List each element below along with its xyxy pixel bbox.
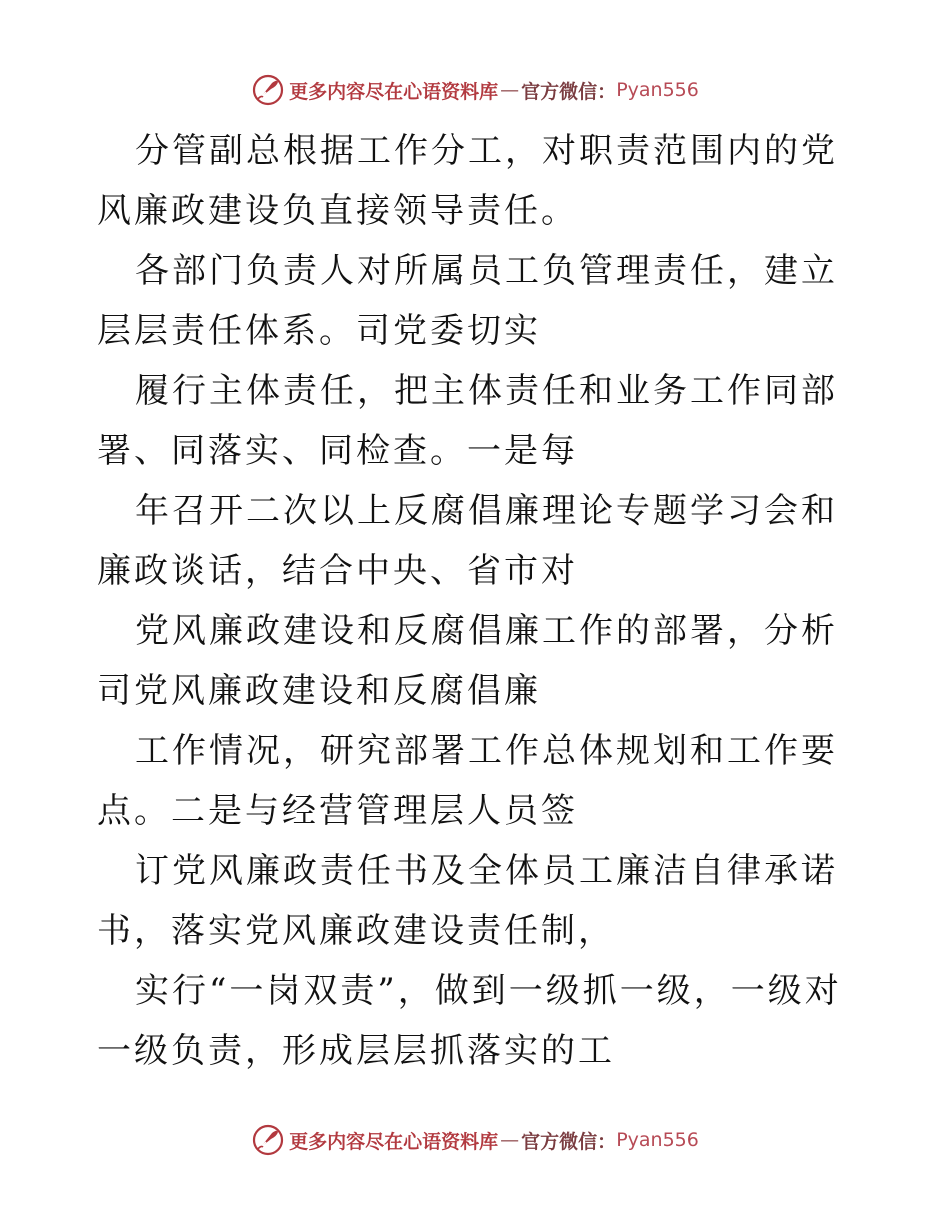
paragraph: 履行主体责任，把主体责任和业务工作同部署、同落实、同检查。一是每 [97, 371, 838, 471]
watermark-dash: — [500, 1129, 520, 1151]
watermark-wechat-label: 官方微信： [521, 80, 617, 103]
paragraph: 年召开二次以上反腐倡廉理论专题学习会和廉政谈话，结合中央、省市对 [97, 491, 838, 591]
paragraph: 党风廉政建设和反腐倡廉工作的部署，分析司党风廉政建设和反腐倡廉 [97, 611, 838, 711]
watermark-site-name: 更多内容尽在心语资料库 [289, 80, 499, 103]
watermark-wechat-label: 官方微信： [521, 1130, 617, 1153]
footer-watermark [0, 1120, 950, 1160]
watermark-wechat-account: Pyan556 [616, 1129, 699, 1151]
paragraph: 分管副总根据工作分工，对职责范围内的党风廉政建设负直接领导责任。 [97, 131, 838, 231]
header-watermark [0, 70, 950, 110]
paragraph: 各部门负责人对所属员工负管理责任，建立层层责任体系。司党委切实 [97, 251, 838, 351]
paragraph: 工作情况，研究部署工作总体规划和工作要点。二是与经营管理层人员签 [97, 731, 838, 831]
watermark-site-name: 更多内容尽在心语资料库 [289, 1130, 499, 1153]
watermark-wechat-account: Pyan556 [616, 79, 699, 101]
feather-pen-logo-icon [251, 1123, 285, 1157]
paragraph: 实行“一岗双责”，做到一级抓一级，一级对一级负责，形成层层抓落实的工 [97, 971, 842, 1071]
document-body [97, 121, 857, 1081]
watermark-dash: — [500, 79, 520, 101]
feather-pen-logo-icon [251, 73, 285, 107]
paragraph: 订党风廉政责任书及全体员工廉洁自律承诺书，落实党风廉政建设责任制， [97, 851, 838, 951]
